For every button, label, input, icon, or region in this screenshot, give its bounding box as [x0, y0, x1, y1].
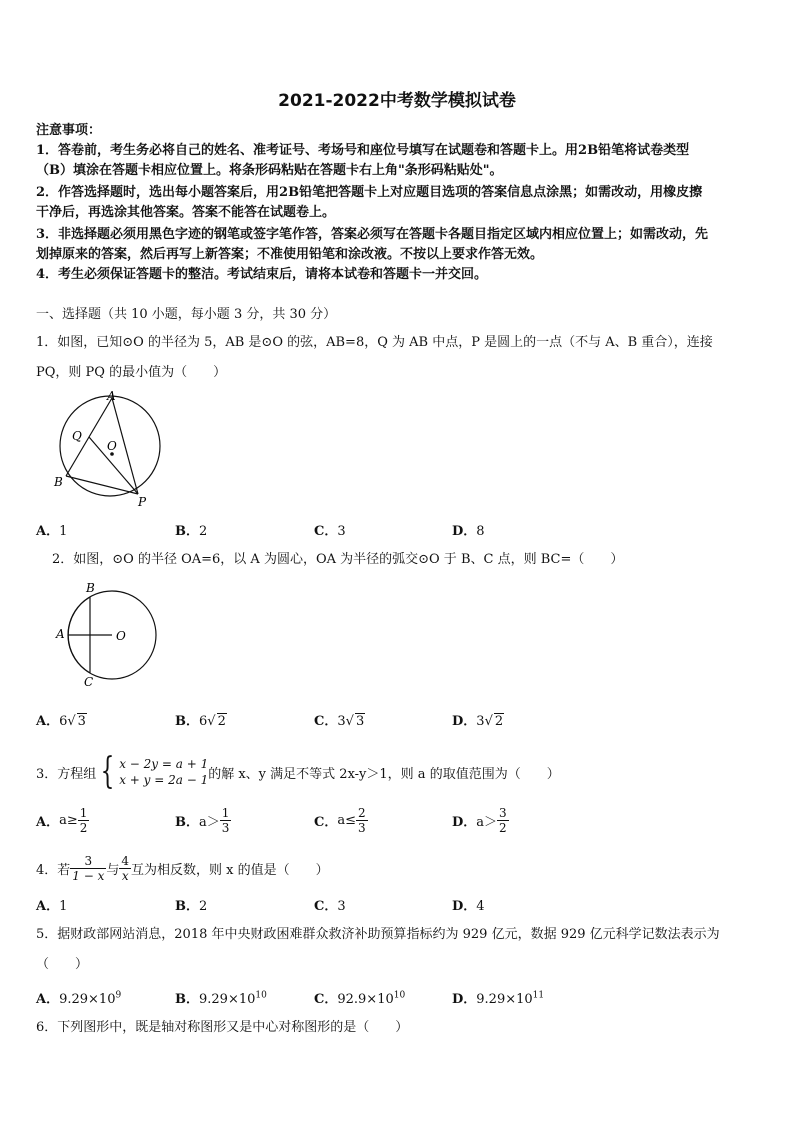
notice-line: 4．考生必须保证答题卡的整洁。考试结束后，请将本试卷和答题卡一并交回。 — [36, 267, 488, 282]
notice-line: 2．作答选择题时，选出每小题答案后，用2B铅笔把答题卡上对应题目选项的答案信息点涂黑；如需改动，用橡皮擦 — [36, 185, 703, 200]
q2-options — [36, 710, 761, 734]
q1-option-b[interactable]: B．2 — [175, 524, 208, 539]
q1-label-q: Q — [72, 429, 82, 443]
q3-option-d[interactable]: D． a＞ $\frac{3}{2}$ — [452, 806, 507, 835]
q5-option-b[interactable]: B．$9.29\times 10^{10}$ — [175, 990, 267, 1007]
q2-option-d[interactable]: D．3√ 2 — [452, 714, 504, 729]
notice-line: 1．答卷前，考生务必将自己的姓名、准考证号、考场号和座位号填写在试题卷和答题卡上。用2B铅笔将试卷类型 — [36, 143, 690, 158]
q2-option-a[interactable]: A．6√ 3 — [36, 714, 86, 729]
page-title: 2021-2022中考数学模拟试卷 — [278, 91, 516, 111]
q5-text: （ ） — [36, 957, 89, 972]
notice-line: 干净后，再选涂其他答案。答案不能答在试题卷上。 — [36, 205, 336, 220]
q2-label-b: B — [86, 581, 95, 595]
notice-heading: 注意事项： — [36, 123, 102, 138]
q1-option-a[interactable]: A．1 — [36, 524, 68, 539]
q4-option-a[interactable]: A．1 — [36, 899, 68, 914]
q1-label-o: O — [107, 439, 117, 453]
q3-text: 3．方程组 { x − 2y = a + 1 x + y = 2a − 1 的解 x、y 满足不等式 2x-y＞1，则 a 的取值范围为（ ） — [36, 751, 560, 792]
q2-label-c: C — [84, 675, 94, 689]
q2-label-o: O — [116, 629, 126, 643]
q5-options — [36, 988, 761, 1012]
q1-label-b: B — [54, 475, 63, 489]
q4-fraction-2: $\frac{4}{x}$ — [121, 853, 130, 883]
notice-line: 划掉原来的答案，然后再写上新答案；不准使用铅笔和涂改液。不按以上要求作答无效。 — [36, 247, 544, 262]
q3-option-c[interactable]: C． a≤ $\frac{2}{3}$ — [314, 806, 366, 835]
q3-options — [36, 806, 761, 846]
q4-text: 4．若 $\frac{3}{1 - x}$ 与 $\frac{4}{x}$ 互为相反数，则 x 的值是（ ） — [36, 853, 329, 883]
q4-option-d[interactable]: D．4 — [452, 899, 485, 914]
q1-circle-figure — [52, 388, 168, 508]
q4-option-c[interactable]: C．3 — [314, 899, 346, 914]
q3-option-a[interactable]: A． a≥ $\frac{1}{2}$ — [36, 806, 88, 835]
q5-text: 5．据财政部网站消息，2018 年中央财政困难群众救济补助预算指标约为 929 亿元，数据 929 亿元科学记数法表示为 — [36, 927, 720, 942]
q1-text: PQ，则 PQ 的最小值为（ ） — [36, 365, 227, 380]
q5-option-c[interactable]: C．$92.9\times 10^{10}$ — [314, 990, 406, 1007]
q2-option-c[interactable]: C．3√ 3 — [314, 714, 365, 729]
q5-option-d[interactable]: D．$9.29\times 10^{11}$ — [452, 990, 545, 1007]
q5-option-a[interactable]: A．$9.29\times 10^9$ — [36, 990, 122, 1007]
q2-option-b[interactable]: B．6√ 2 — [175, 714, 226, 729]
q4-options — [36, 895, 761, 919]
q4-fraction-1: $\frac{3}{1 - x}$ — [72, 853, 105, 883]
q3-option-b[interactable]: B． a＞ $\frac{1}{3}$ — [175, 806, 230, 835]
notice-line: 3．非选择题必须用黑色字迹的钢笔或签字笔作答，答案必须写在答题卡各题目指定区域内相应位置上；如需改动，先 — [36, 227, 709, 242]
q1-option-c[interactable]: C．3 — [314, 524, 346, 539]
q6-text: 6．下列图形中，既是轴对称图形又是中心对称图形的是（ ） — [36, 1020, 409, 1035]
section-heading: 一、选择题（共 10 小题，每小题 3 分，共 30 分） — [36, 307, 337, 322]
q1-option-d[interactable]: D．8 — [452, 524, 485, 539]
q1-options — [36, 520, 761, 544]
notice-line: （B）填涂在答题卡相应位置上。将条形码粘贴在答题卡右上角"条形码粘贴处"。 — [36, 163, 503, 178]
q1-label-a: A — [107, 389, 116, 403]
q1-label-p: P — [138, 495, 147, 508]
q1-text: 1．如图，已知⊙O 的半径为 5，AB 是⊙O 的弦，AB=8，Q 为 AB 中点，P 是圆上的一点（不与 A、B 重合），连接 — [36, 335, 713, 350]
q2-label-a: A — [56, 627, 65, 641]
q2-text: 2．如图，⊙O 的半径 OA=6，以 A 为圆心，OA 为半径的弧交⊙O 于 B、C 点，则 BC=（ ） — [52, 552, 624, 567]
q4-option-b[interactable]: B．2 — [175, 899, 208, 914]
q3-system: x − 2y = a + 1 x + y = 2a − 1 — [119, 757, 209, 787]
q2-circle-figure — [52, 580, 160, 690]
